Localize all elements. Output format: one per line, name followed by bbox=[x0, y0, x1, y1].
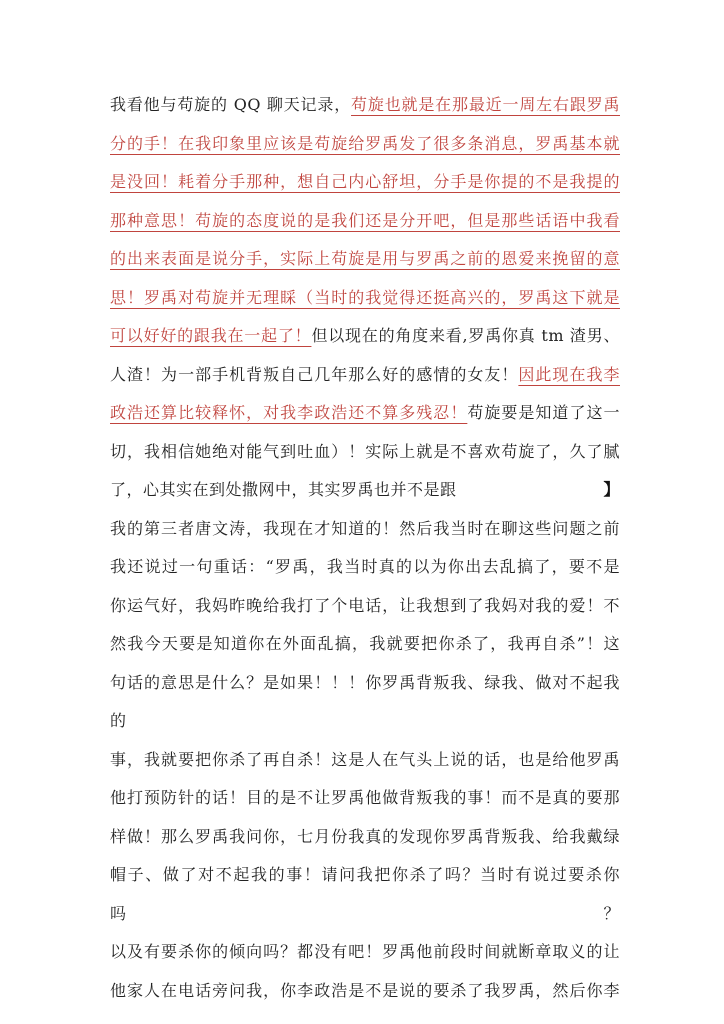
text-segment: 人渣！为一部手机背叛自己几年那么好的感情的女友！ bbox=[110, 364, 519, 384]
text-line bbox=[110, 125, 620, 164]
text-segment: 以及有要杀你的倾向吗？都没有吧！罗禹他前段时间就断章取义的让 bbox=[110, 942, 620, 961]
text-segment: 但以现在的角度来看,罗禹你真 tm 渣男、 bbox=[311, 326, 620, 345]
text-segment: 句话的意思是什么？是如果！！！你罗禹背叛我、绿我、做对不起我的 bbox=[110, 672, 620, 730]
red-underlined-segment: 苟旋也就是在那最近一周左右跟罗禹 bbox=[351, 95, 620, 114]
text-segment: 了，心其实在到处撒网中，其实罗禹也并不是跟 bbox=[110, 480, 457, 499]
text-line bbox=[110, 818, 620, 857]
text-segment: 你运气好，我妈昨晚给我打了个电话，让我想到了我妈对我的爱！不 bbox=[110, 595, 620, 615]
text-line bbox=[110, 356, 620, 395]
text-segment: 帽子、做了对不起我的事！请问我把你杀了吗？当时有说过要杀你吗？ bbox=[110, 865, 620, 923]
text-segment: 我还说过一句重话：“罗禹，我当时真的以为你出去乱搞了，要不是 bbox=[110, 557, 620, 576]
text-line bbox=[110, 163, 620, 202]
red-underlined-segment: 的出来表面是说分手，实际上苟旋是用与罗禹之前的恩爱来挽留的意 bbox=[110, 249, 620, 268]
text-segment: 样做！那么罗禹我问你，七月份我真的发现你罗禹背叛我、给我戴绿 bbox=[110, 826, 620, 846]
text-segment: 我的第三者唐文涛，我现在才知道的！然后我当时在聊这些问题之前 bbox=[110, 518, 620, 538]
text-line bbox=[110, 433, 620, 472]
text-segment: 切，我相信她绝对能气到吐血）！实际上就是不喜欢苟旋了，久了腻 bbox=[110, 441, 620, 461]
text-line bbox=[110, 86, 620, 125]
text-line bbox=[110, 779, 620, 818]
text-line bbox=[110, 933, 620, 972]
text-segment: 事，我就要把你杀了再自杀！这是人在气头上说的话，也是给他罗禹 bbox=[110, 749, 620, 769]
red-underlined-segment: 分的手！在我印象里应该是苟旋给罗禹发了很多条消息，罗禹基本就 bbox=[110, 133, 620, 153]
red-underlined-segment: 政浩还算比较释怀，对我李政浩还不算多残忍！ bbox=[110, 403, 468, 422]
text-line bbox=[110, 394, 620, 433]
text-line bbox=[110, 856, 620, 933]
text-segment: 他打预防针的话！目的是不让罗禹他做背叛我的事！而不是真的要那 bbox=[110, 788, 620, 807]
text-line bbox=[110, 279, 620, 318]
red-underlined-segment: 那种意思！苟旋的态度说的是我们还是分开吧，但是那些话语中我看 bbox=[110, 210, 620, 230]
text-segment: 我看他与苟旋的 QQ 聊天记录， bbox=[110, 95, 352, 114]
text-line bbox=[110, 548, 620, 587]
text-line bbox=[110, 240, 620, 279]
text-line bbox=[110, 741, 620, 780]
red-underlined-segment: 是没回！耗着分手那种，想自己内心舒坦，分手是你提的不是我提的 bbox=[110, 172, 620, 191]
text-line bbox=[110, 664, 620, 741]
text-line bbox=[110, 625, 620, 664]
text-line bbox=[110, 471, 620, 510]
text-line bbox=[110, 202, 620, 241]
closing-bracket: 】 bbox=[603, 480, 620, 499]
text-line bbox=[110, 972, 620, 1011]
text-segment: 他家人在电话旁问我，你李政浩是不是说的要杀了我罗禹，然后你李 bbox=[110, 980, 620, 1000]
red-underlined-segment: 思！罗禹对苟旋并无理睬（当时的我觉得还挺高兴的，罗禹这下就是 bbox=[110, 287, 620, 307]
text-segment: 苟旋要是知道了这一 bbox=[467, 403, 620, 422]
red-underlined-segment: 可以好好的跟我在一起了！ bbox=[110, 326, 312, 345]
text-line bbox=[110, 317, 620, 356]
red-underlined-segment: 因此现在我李 bbox=[518, 364, 620, 384]
text-segment: 然我今天要是知道你在外面乱搞，我就要把你杀了，我再自杀”！这 bbox=[110, 634, 620, 653]
text-line bbox=[110, 510, 620, 549]
text-line bbox=[110, 587, 620, 626]
